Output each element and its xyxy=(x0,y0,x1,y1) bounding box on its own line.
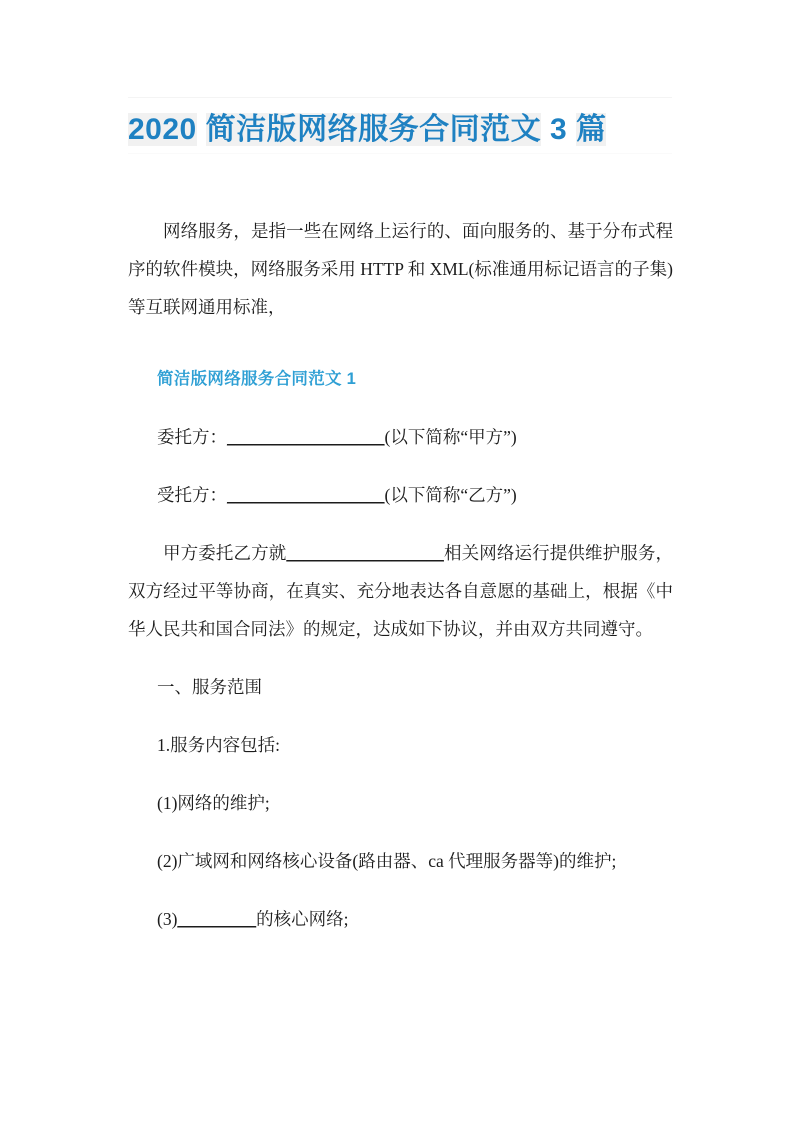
list-item-1-3-prefix: (3) xyxy=(157,909,178,929)
agreement-body: 相关网络运行提供维护服务，双方经过平等协商，在真实、充分地表达各自意愿的基础上，根据《中华人民共和国合同法》的规定，达成如下协议，并由双方共同遵守。 xyxy=(128,543,673,639)
section-heading: 简洁版网络服务合同范文 1 xyxy=(157,370,357,388)
list-item-1-3-suffix: 的核心网络; xyxy=(256,909,349,929)
list-item-1: 1.服务内容包括: xyxy=(157,735,280,755)
party-provider-line xyxy=(128,476,673,514)
page-title xyxy=(128,108,688,152)
agreement-paragraph xyxy=(128,534,673,648)
title-rule-top xyxy=(128,97,672,98)
party-provider-blank: __________________ xyxy=(227,485,385,505)
agreement-prefix: 甲方委托乙方就 xyxy=(163,543,287,563)
party-provider-suffix: (以下简称“乙方”) xyxy=(384,485,517,505)
list-item-1-2: (2)广域网和网络核心设备(路由器、ca 代理服务器等)的维护; xyxy=(157,851,617,871)
party-provider-label: 受托方： xyxy=(157,485,227,505)
list-item-1-1: (1)网络的维护; xyxy=(157,793,270,813)
page-title-main: 简洁版网络服务合同范文 xyxy=(205,113,542,146)
party-client-line xyxy=(128,418,673,456)
intro-paragraph: 网络服务，是指一些在网络上运行的、面向服务的、基于分布式程序的软件模块，网络服务采用 HTTP 和 XML(标准通用标记语言的子集)等互联网通用标准， xyxy=(128,221,673,317)
spacer xyxy=(128,346,673,360)
list-item-1-3-blank: _________ xyxy=(177,909,257,929)
article-one-heading: 一、服务范围 xyxy=(157,677,262,697)
party-client-blank: __________________ xyxy=(227,427,385,447)
page-title-count: 3 xyxy=(549,113,568,146)
agreement-blank: __________________ xyxy=(286,543,444,563)
party-client-suffix: (以下简称“甲方”) xyxy=(384,427,517,447)
title-rule-bottom xyxy=(128,153,672,154)
party-client-label: 委托方： xyxy=(157,427,227,447)
page-title-unit: 篇 xyxy=(575,113,607,146)
page-title-year: 2020 xyxy=(128,113,197,146)
list-item-1-3 xyxy=(128,900,673,938)
document-body xyxy=(128,212,673,958)
